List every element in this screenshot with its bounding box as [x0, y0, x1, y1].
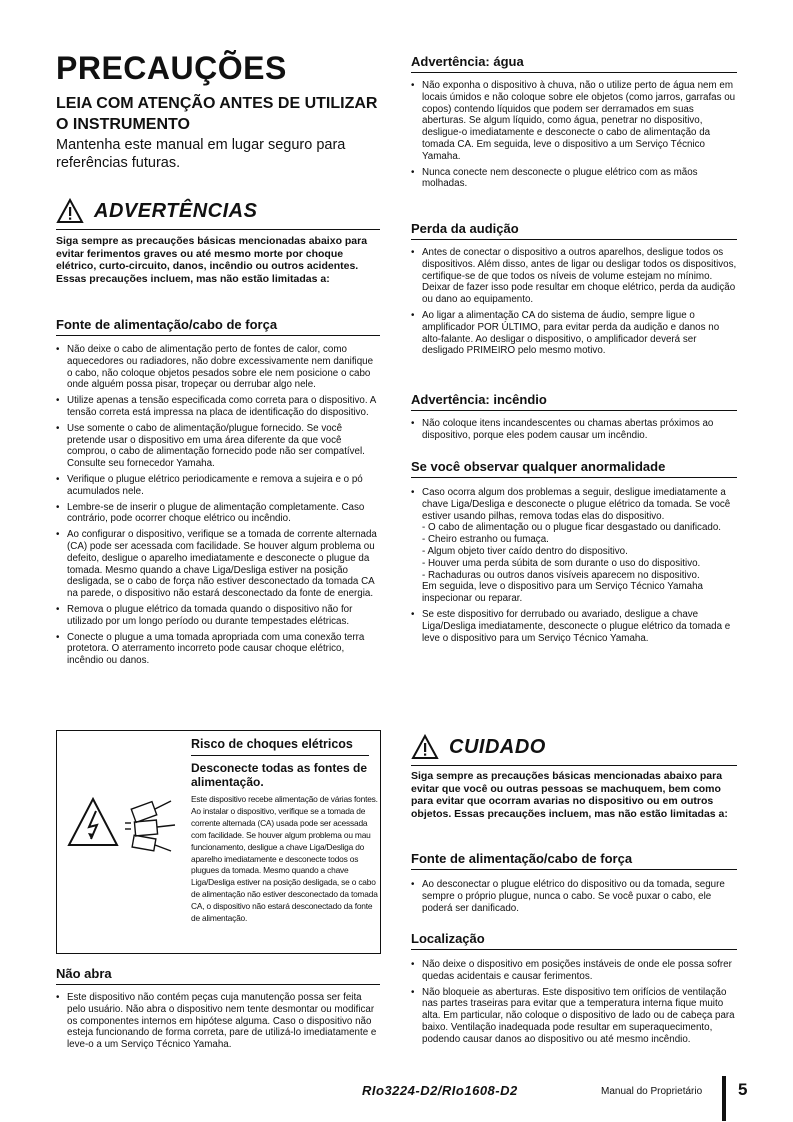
keep-manual-note: Mantenha este manual em lugar seguro para referências futuras. [56, 137, 346, 171]
caution-banner [411, 730, 737, 764]
section-divider [411, 410, 737, 411]
warning-intro: Siga sempre as precauções básicas mencionadas abaixo para evitar ferimentos graves ou até mesmo morte por choque elétrico, curto-circuito, danos, incêndio ou outros acidentes. Essas precauções incluem, mas não estão limitadas a: [56, 235, 368, 285]
warning-banner [56, 194, 380, 228]
list-item: • Não deixe o cabo de alimentação perto de fontes de calor, como aquecedores ou radiadores, não dobre excessivamente nem danifique o cabo, não coloque objetos pesados sobre ele nem posicione o cabo onde alguém possa pisar, tropeçar ou derrubar algo nele. [56, 344, 380, 391]
list-item: • Não bloqueie as aberturas. Este dispositivo tem orifícios de ventilação nas partes traseiras para evitar que a temperatura interna fique muito alta. Em particular, não coloque o dispositivo de lado ou de cabeça para baixo. Ventilação inadequada pode resultar em superaquecimento, podendo causar danos ao dispositivo ou até mesmo incêndio. [411, 987, 737, 1046]
shock-box-body: Este dispositivo recebe alimentação de várias fontes. Ao instalar o dispositivo, verifique se a tomada de corrente alternada (CA) usada pode ser acessada com facilidade. Se houver algum problema ou mau funcionamento, desligue a chave Liga/Desliga do aparelho imediatamente e desconecte todos os plugues da tomada. Mesmo quando a chave Liga/Desliga estiver na posição desligada, se o cabo de alimentação não estiver desconectado da tomada CA, o dispositivo não estará desconectado da fonte de alimentação. [191, 794, 378, 924]
warning-label: ADVERTÊNCIAS [94, 199, 258, 222]
section-divider [411, 949, 737, 950]
abnormality-list [411, 487, 737, 648]
shock-box-heading: Risco de choques elétricos [191, 737, 353, 751]
list-item: • Não deixe o dispositivo em posições instáveis de onde ele possa sofrer quedas acidentais e causar ferimentos. [411, 959, 737, 983]
list-item: • Use somente o cabo de alimentação/plugue fornecido. Se você pretende usar o dispositivo em uma área diferente da que você comprou, o cabo de alimentação fornecido pode não ser compatível. Consulte seu fornecedor Yamaha. [56, 423, 380, 470]
caution-divider [411, 765, 737, 766]
model-name: RIo3224-D2/RIo1608-D2 [362, 1083, 518, 1098]
warning-triangle-icon [56, 198, 84, 224]
hearing-list [411, 247, 737, 361]
list-item: • Lembre-se de inserir o plugue de alimentação completamente. Caso contrário, pode ocorrer choque elétrico ou incêndio. [56, 502, 380, 526]
do-not-open-list [56, 992, 380, 1055]
section-divider [56, 984, 380, 985]
water-heading: Advertência: água [411, 54, 524, 69]
unplug-illustration [67, 795, 185, 857]
power-warning-list [56, 344, 380, 671]
section-divider [56, 335, 380, 336]
list-item: • Ao ligar a alimentação CA do sistema de áudio, sempre ligue o amplificador POR ÚLTIMO, para evitar perda da audição e danos no alto-falante. Ao desligar o dispositivo, o amplificador deverá ser desligado PRIMEIRO pelo mesmo motivo. [411, 310, 737, 357]
fire-heading: Advertência: incêndio [411, 392, 547, 407]
do-not-open-heading: Não abra [56, 966, 112, 981]
shock-box-divider [191, 755, 369, 756]
list-item: • Remova o plugue elétrico da tomada quando o dispositivo não for utilizado por um longo período ou durante tempestades elétricas. [56, 604, 380, 628]
hearing-heading: Perda da audição [411, 221, 519, 236]
plug-icon [125, 801, 175, 851]
location-heading: Localização [411, 931, 485, 946]
section-divider [411, 72, 737, 73]
caution-label: CUIDADO [449, 735, 546, 758]
list-item: • Não coloque itens incandescentes ou chamas abertas próximos ao dispositivo, porque eles podem causar um incêndio. [411, 418, 737, 442]
list-item: • Ao configurar o dispositivo, verifique se a tomada de corrente alternada (CA) pode ser acessada com facilidade. Se houver algum problema ou defeito, desligue o aparelho imediatamente e desconecte o plugue da tomada. Mesmo quando a chave Liga/Desliga estiver na posição desligada, se o cabo de força não estiver desconectado da tomada CA na parede, o dispositivo não estará desconectado da fonte de energia. [56, 529, 380, 600]
caution-intro: Siga sempre as precauções básicas mencionadas abaixo para evitar que você ou outras pessoas se machuquem, bem como para evitar que ocorram avarias no dispositivo ou em outros objetos. Essas precauções incluem, mas não estão limitadas a: [411, 770, 728, 820]
page-number: 5 [738, 1080, 748, 1099]
electric-hazard-icon [69, 799, 117, 845]
warning-divider [56, 229, 380, 230]
location-list [411, 959, 737, 1050]
list-item: • Utilize apenas a tensão especificada como correta para o dispositivo. A tensão correta está impressa na placa de identificação do dispositivo. [56, 395, 380, 419]
water-list [411, 80, 737, 194]
list-item: • Não exponha o dispositivo à chuva, não o utilize perto de água nem em locais úmidos e não coloque sobre ele objetos (como jarros, garrafas ou copos) contendo líquidos que podem ser derramados em suas aberturas. Se algum líquido, como água, penetrar no dispositivo, desligue-o imediatamente e desconecte o cabo de alimentação da tomada CA. Em seguida, leve o dispositivo a um Serviço Técnico Yamaha. [411, 80, 737, 163]
list-item: • Antes de conectar o dispositivo a outros aparelhos, desligue todos os dispositivos. Além disso, antes de ligar ou desligar todos os dispositivos, certifique-se de que todos os níveis de volume estejam no mínimo. Deixar de fazer isso pode resultar em choque elétrico, perda da audição ou dano ao equipamento. [411, 247, 737, 306]
power-caution-list [411, 879, 737, 918]
list-item: • Verifique o plugue elétrico periodicamente e remova a sujeira e o pó acumulados nele. [56, 474, 380, 498]
section-divider [411, 477, 737, 478]
list-item: • Nunca conecte nem desconecte o plugue elétrico com as mãos molhadas. [411, 167, 737, 191]
power-warning-heading: Fonte de alimentação/cabo de força [56, 317, 278, 332]
shock-box-subheading: Desconecte todas as fontes de alimentação. [191, 761, 368, 789]
abnormality-heading: Se você observar qualquer anormalidade [411, 459, 666, 474]
power-caution-heading: Fonte de alimentação/cabo de força [411, 851, 633, 866]
footer-divider [722, 1076, 726, 1121]
list-item: • Este dispositivo não contém peças cuja manutenção possa ser feita pelo usuário. Não abra o dispositivo nem tente desmontar ou modificar os componentes internos em hipótese alguma. Caso o dispositivo não esteja funcionando de forma correta, pare de utilizá-lo imediatamente e leve-o a um Serviço Técnico Yamaha. [56, 992, 380, 1051]
manual-title: Manual do Proprietário [601, 1086, 703, 1097]
page-subtitle: LEIA COM ATENÇÃO ANTES DE UTILIZAR O INSTRUMENTO [56, 95, 378, 133]
fire-list [411, 418, 737, 446]
page-title: PRECAUÇÕES [56, 50, 287, 86]
list-item: • Conecte o plugue a uma tomada apropriada com uma conexão terra protetora. O aterramento incorreto pode causar choque elétrico, incêndio ou danos. [56, 632, 380, 667]
list-item: • Caso ocorra algum dos problemas a seguir, desligue imediatamente a chave Liga/Desliga e desconecte o plugue elétrico da tomada. Se você estiver usando pilhas, remova todas elas do dispositivo. - O cabo de alimentação ou o plugue ficar desgastado ou danificado. - Cheiro estranho ou fumaça. - Algum objeto tiver caído dentro do dispositivo. - Houver uma perda súbita de som durante o uso do dispositivo. - Rachaduras ou outros danos visíveis aparecem no dispositivo. Em seguida, leve o dispositivo para um Serviço Técnico Yamaha inspecionar ou reparar. [411, 487, 737, 605]
section-divider [411, 239, 737, 240]
caution-triangle-icon [411, 734, 439, 760]
section-divider [411, 869, 737, 870]
electric-shock-box [56, 730, 381, 954]
list-item: • Se este dispositivo for derrubado ou avariado, desligue a chave Liga/Desliga imediatamente, desconecte o plugue elétrico da tomada e leve o dispositivo para um Serviço Técnico Yamaha. [411, 609, 737, 644]
list-item: • Ao desconectar o plugue elétrico do dispositivo ou da tomada, segure sempre o próprio plugue, nunca o cabo. Se você puxar o cabo, ele poderá ser danificado. [411, 879, 737, 914]
